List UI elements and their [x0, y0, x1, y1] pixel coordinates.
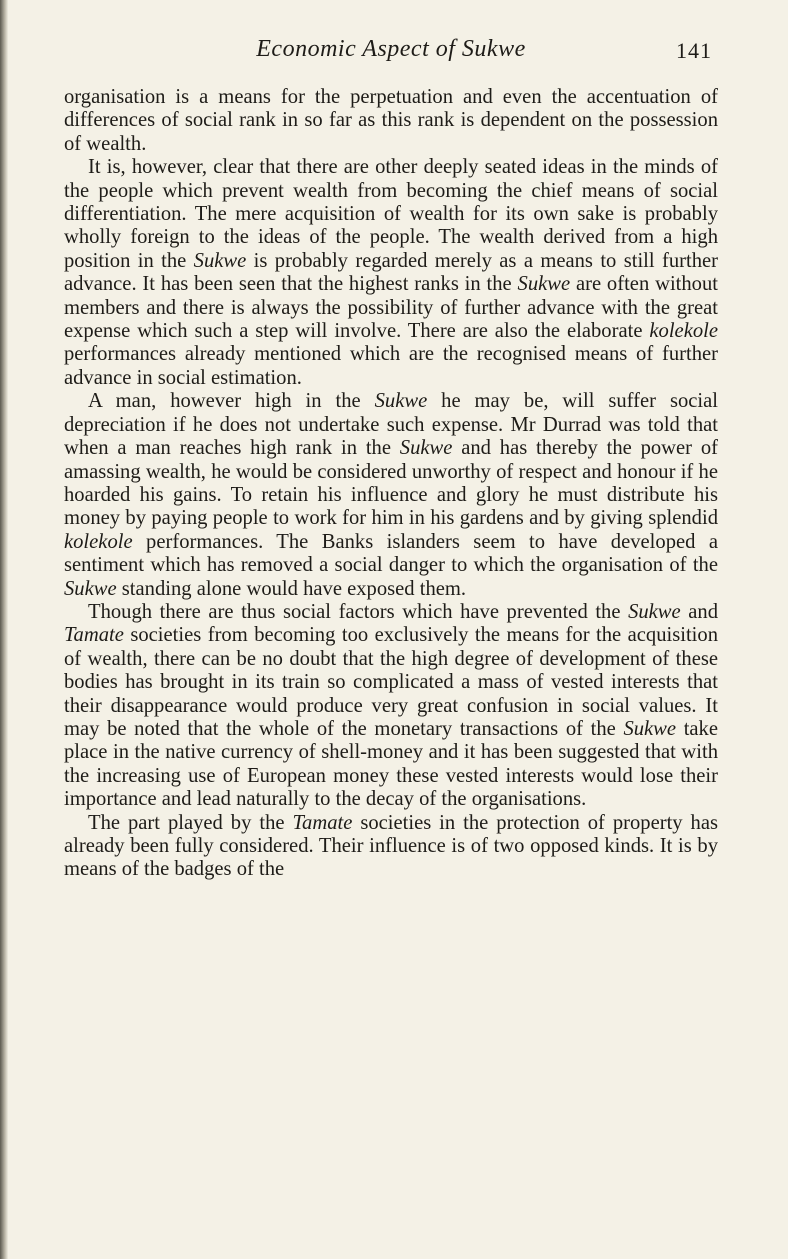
italic-term: Tamate — [64, 624, 124, 647]
text-run: It is, however, clear that there are other deeply seated ideas in the minds of the people which prevent wealth from becoming the chief means of social differentiation. The mere acquisition of wealth for its own sake is probably wholly foreign to the ideas of the people. The wealth derived from a high position in the — [64, 156, 718, 272]
text-run: take place in the native currency of shell-money and it has been suggested that with the increasing use of European money these vested interests would lose their importance and lead naturally to the decay of the organisations. — [64, 717, 718, 811]
text-run: The part played by the — [88, 811, 293, 834]
page-header — [64, 34, 718, 68]
italic-term: Sukwe — [623, 717, 677, 740]
italic-term: kolekole — [64, 530, 133, 553]
body-text — [64, 86, 718, 882]
paragraph-2 — [64, 156, 718, 390]
text-run: A man, however high in the — [88, 390, 375, 413]
text-run: standing alone would have exposed them. — [116, 577, 467, 600]
paragraph-5 — [64, 812, 718, 882]
text-run: and has thereby the power of amassing wealth, he would be considered unworthy of respect and honour if he hoarded his gains. To retain his influence and glory he must distribute his money by paying people to work for him in his gardens and by giving splendid — [64, 437, 718, 530]
text-run: organisation is a means for the perpetuation and even the accentuation of differences of social rank in so far as this rank is dependent on the possession of wealth. — [64, 86, 718, 155]
running-title: Economic Aspect of Sukwe — [256, 36, 526, 62]
text-run: societies in the protection of property has already been fully considered. Their influence is of two opposed kinds. It is by means of the badges of the — [64, 811, 719, 881]
book-page — [64, 0, 718, 882]
italic-term: Sukwe — [517, 273, 571, 296]
page-number: 141 — [676, 38, 712, 63]
book-spine-shadow — [0, 0, 8, 1259]
italic-term: Sukwe — [374, 390, 428, 413]
italic-term: Sukwe — [628, 600, 681, 623]
text-run: performances. The Banks islanders seem to have developed a sentiment which has removed a social danger to which the organisation of the — [64, 530, 718, 577]
paragraph-1 — [64, 86, 718, 156]
paragraph-4 — [64, 601, 718, 812]
text-run: performances already mentioned which are the recognised means of further advance in social estimation. — [64, 343, 718, 389]
italic-term: Tamate — [292, 811, 353, 834]
text-run: is probably regarded merely as a means to still further advance. It has been seen that the highest ranks in the — [64, 249, 719, 296]
text-run: are often without members and there is always the possibility of further advance with the great expense which such a step will involve. There are also the elaborate — [64, 273, 719, 343]
text-run: Though there are thus social factors which have prevented the — [88, 600, 629, 623]
paragraph-3 — [64, 390, 718, 601]
text-run: he may be, will suffer social depreciation if he does not undertake such expense. Mr Durrad was told that when a man reaches high rank in the — [64, 390, 718, 460]
text-run: and — [680, 600, 718, 623]
italic-term: Sukwe — [64, 577, 117, 600]
italic-term: kolekole — [649, 320, 718, 343]
text-run: societies from becoming too exclusively the means for the acquisition of wealth, there can be no doubt that the high degree of development of these bodies has brought in its train so complicated a mass of vested interests that their disappearance would produce very great confusion in social values. It may be noted that the whole of the monetary transactions of the — [64, 624, 718, 740]
italic-term: Sukwe — [193, 249, 247, 272]
italic-term: Sukwe — [399, 437, 453, 460]
